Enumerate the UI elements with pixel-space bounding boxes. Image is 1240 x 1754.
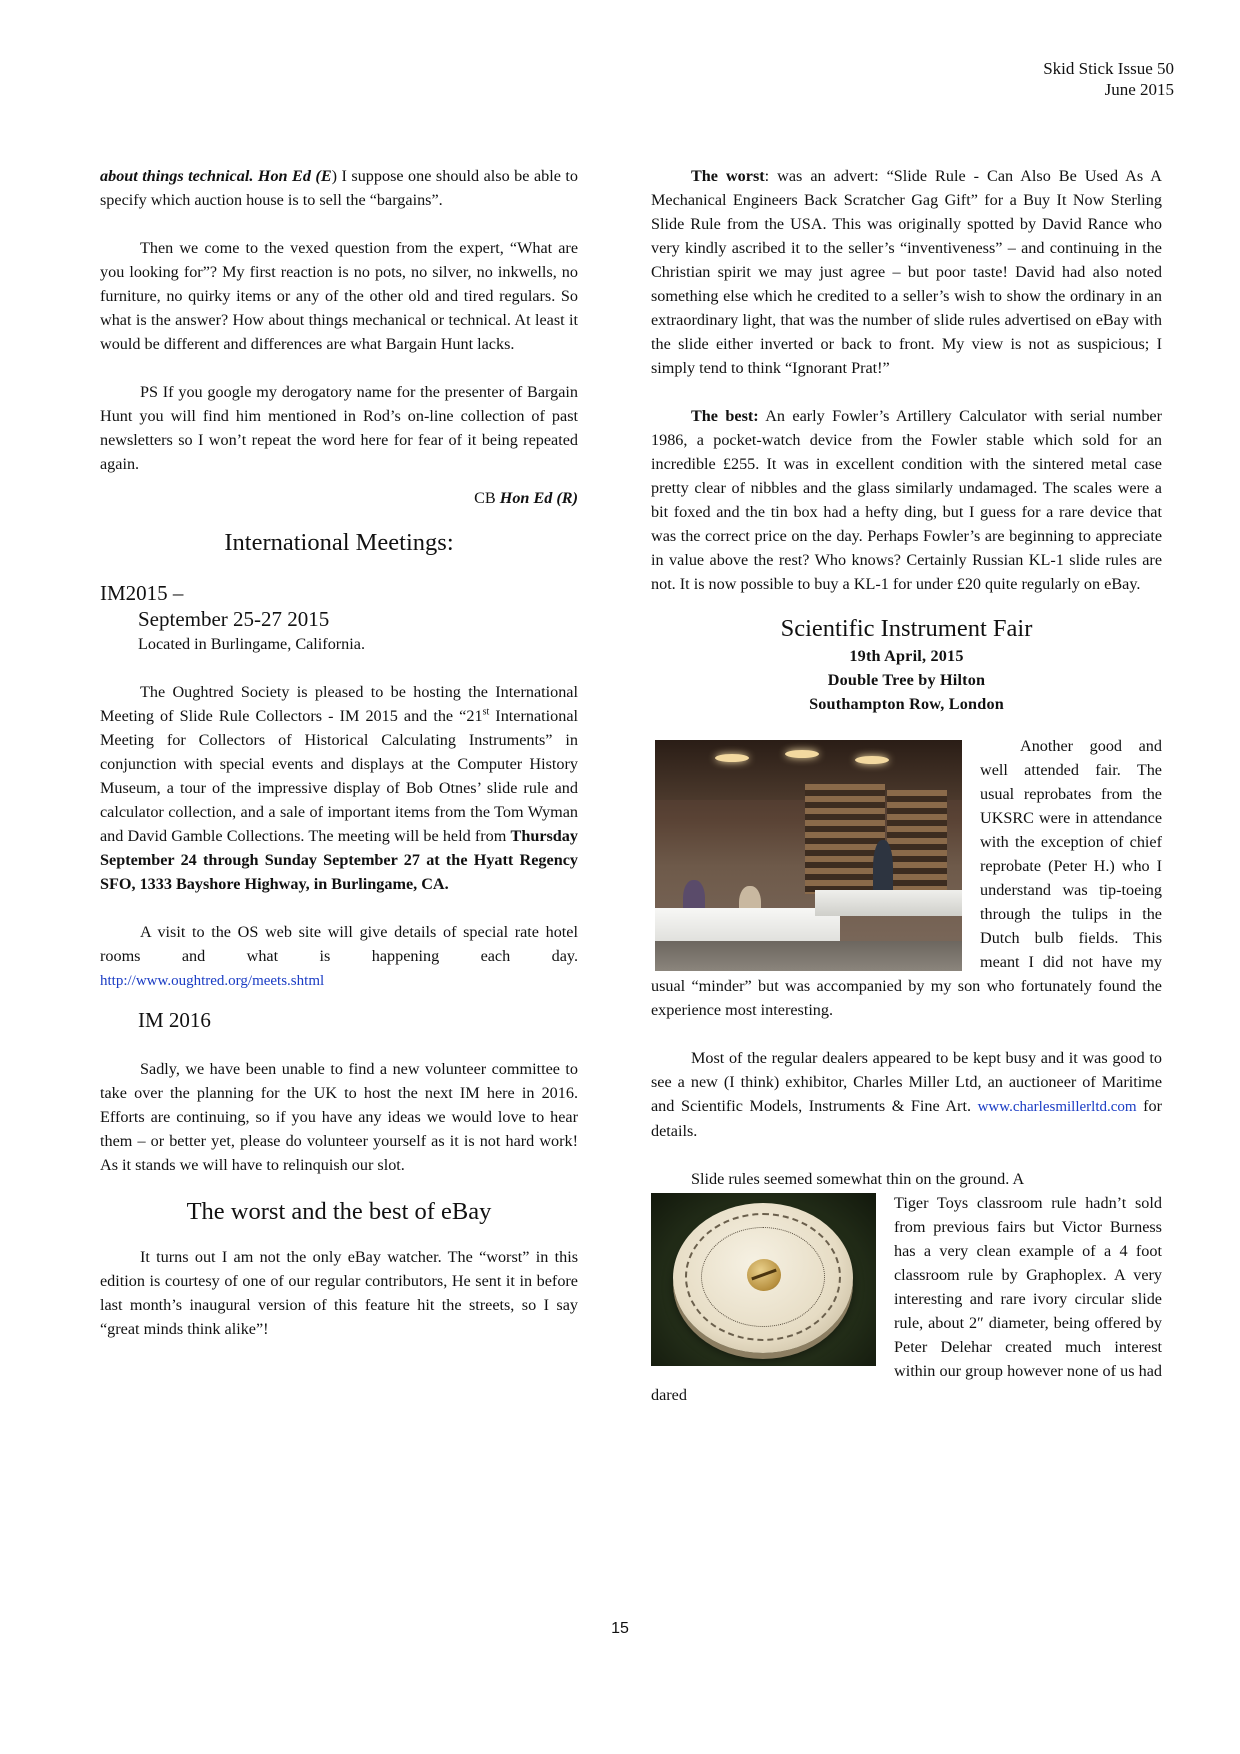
heading-ebay: The worst and the best of eBay: [186, 1198, 492, 1225]
paragraph-fair: Another good and well attended fair. The usual reprobates from the UKSRC were in attendance with the exception of chief reprobate (Peter H.) who I understand was tip-toeing through the tulips in the Dutch bulb fields. This meant I did not have my usual “minder” but was accompanied by my son who fortunately found the experience most interesting.: [651, 737, 1162, 1019]
oughtred-meets-link[interactable]: http://www.oughtred.org/meets.shtml: [100, 973, 325, 989]
heading-im2016: IM 2016: [138, 1008, 211, 1032]
fair-venue-address: Southampton Row, London: [809, 695, 1004, 713]
issue-title: Skid Stick Issue 50: [1043, 59, 1174, 78]
paragraph-slide-rules-intro: Slide rules seemed somewhat thin on the ground. A: [691, 1170, 1025, 1188]
heading-international-meetings: International Meetings:: [224, 529, 454, 556]
heading-im2015: IM2015 –: [100, 581, 184, 605]
issue-header: [1043, 58, 1174, 100]
paragraph-continuation: about things technical. Hon Ed (E) I suppose one should also be able to specify which auction house is to sell the “bargains”.: [100, 167, 578, 209]
paragraph-slide-rules: Tiger Toys classroom rule hadn’t sold from previous fairs but Victor Burness has a very clean example of a 4 foot classroom rule by Graphoplex. A very interesting and rare ivory circular slide rule, about 2″ diameter, being offered by Peter Delehar created much interest within our group however none of us had dared: [651, 1194, 1162, 1404]
paragraph-os-website: A visit to the OS web site will give details of special rate hotel rooms and what is happening each day. http://www.oughtred.org/meets.shtml: [100, 923, 578, 989]
fair-venue-name: Double Tree by Hilton: [827, 671, 986, 689]
paragraph-best: The best: An early Fowler’s Artillery Calculator with serial number 1986, a pocket-watch device from the Fowler stable which sold for an incredible £255. It was in excellent condition with the sintered metal case pretty clear of nibbles and the glass similarly undamaged. The scales were a bit foxed and the tin box had a hefty ding, but I guess for a rare device that was the correct price on the day. Perhaps Fowler’s are beginning to appreciate in value above the rest? Who knows? Certainly Russian KL-1 slide rules are not. It is now possible to buy a KL-1 for under £20 quite regularly on eBay.: [651, 407, 1162, 593]
charles-miller-link[interactable]: www.charlesmillerltd.com: [977, 1099, 1137, 1115]
paragraph-ebay-intro: It turns out I am not the only eBay watcher. The “worst” in this edition is courtesy of one of our regular contributors, He sent it in before last month’s inaugural version of this feature hit the streets, so I say “great minds think alike”!: [100, 1248, 578, 1338]
fair-section: [651, 734, 1162, 1407]
right-column: [651, 164, 1162, 1407]
circular-slide-rule-photo: [651, 1191, 876, 1366]
paragraph-im2016: Sadly, we have been unable to find a new volunteer committee to take over the planning for the UK to host the next IM here in 2016. Efforts are continuing, so if you have any ideas we would love to hear them – or better yet, please do volunteer yourself as it is not hard work! As it stands we will have to relinquish our slot.: [100, 1060, 578, 1174]
paragraph-dealers: Most of the regular dealers appeared to be kept busy and it was good to see a new (I think) exhibitor, Charles Miller Ltd, an auctioneer of Maritime and Scientific Models, Instruments & Fine Art. www.charlesmillerltd.com for details.: [651, 1049, 1163, 1140]
issue-date: June 2015: [1104, 80, 1174, 99]
page-number: 15: [611, 1620, 629, 1637]
paragraph-vexed-question: Then we come to the vexed question from the expert, “What are you looking for”? My first reaction is no pots, no silver, no inkwells, no furniture, no quirky items or any of the other old and tired regulars. So what is the answer? How about things mechanical or technical. At least it would be different and differences are what Bargain Hunt lacks.: [100, 239, 578, 353]
paragraph-worst: The worst: was an advert: “Slide Rule - Can Also Be Used As A Mechanical Engineers Back Scratcher Gag Gift” for a Buy It Now Sterling Slide Rule from the USA. This was originally spotted by David Rance who very kindly ascribed it to the seller’s “inventiveness” – and continuing in the Christian spirit we may just agree – but poor taste! David had also noted something else which he credited to a seller’s wish to show the ordinary in an extraordinary light, that was the number of slide rules advertised on eBay with the slide either inverted or back to front. My view is not as suspicious; I simply tend to think “Ignorant Prat!”: [651, 167, 1162, 377]
paragraph-ps: PS If you google my derogatory name for the presenter of Bargain Hunt you will find him mentioned in Rod’s on-line collection of past newsletters so I won’t repeat the word here for fear of it being repeated again.: [100, 383, 578, 473]
fair-photo: [651, 734, 962, 971]
signature: CB Hon Ed (R): [474, 489, 578, 507]
left-column: [100, 164, 578, 1341]
heading-scientific-instrument-fair: Scientific Instrument Fair: [780, 615, 1033, 642]
im2015-location: Located in Burlingame, California.: [138, 635, 366, 653]
im2015-dates: September 25-27 2015: [138, 607, 330, 631]
paragraph-oughtred-society: The Oughtred Society is pleased to be hosting the International Meeting of Slide Rule Collectors - IM 2015 and the “21st International Meeting for Collectors of Historical Calculating Instruments” in conjunction with special events and displays at the Computer History Museum, a tour of the impressive display of Bob Otnes’ slide rule and calculator collection, and a sale of important items from the Tom Wyman and David Gamble Collections. The meeting will be held from Thursday September 24 through Sunday September 27 at the Hyatt Regency SFO, 1333 Bayshore Highway, in Burlingame, CA.: [100, 683, 579, 893]
fair-date: 19th April, 2015: [849, 647, 964, 665]
